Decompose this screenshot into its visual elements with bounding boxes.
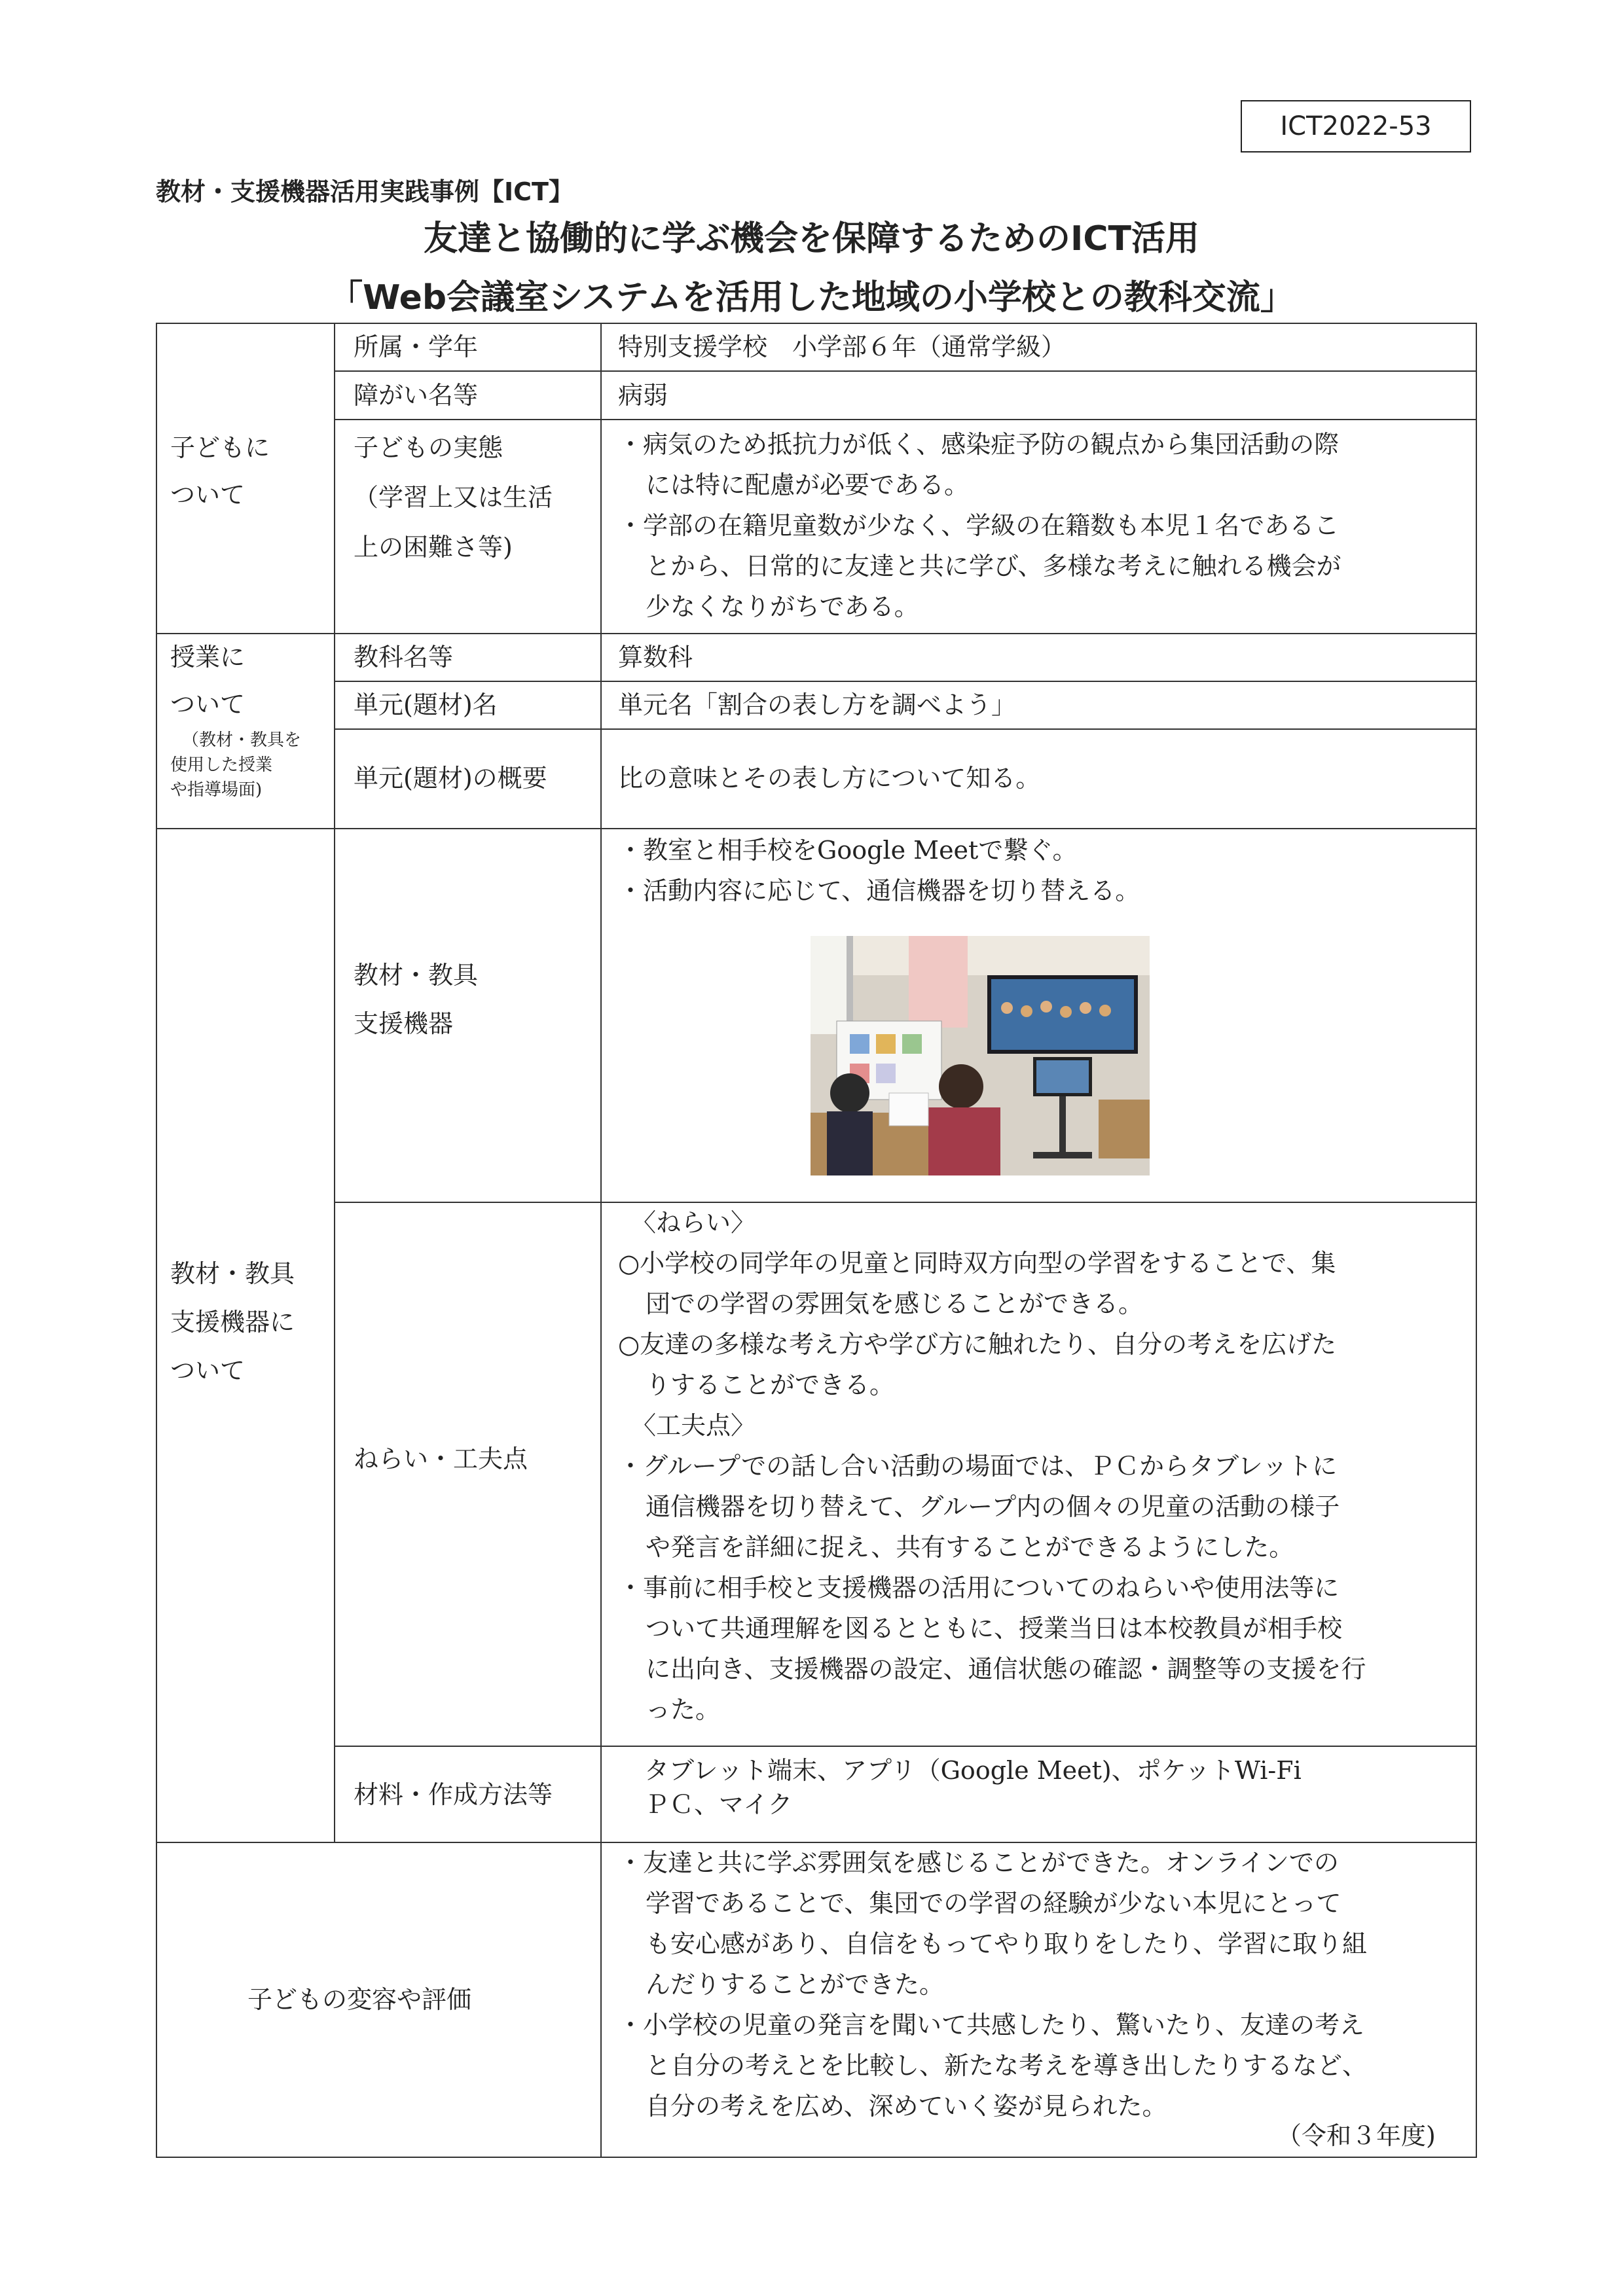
status-label-line-3: 上の困難さ等) (354, 533, 513, 562)
evaluation-description (618, 1842, 1367, 2126)
tools-description (618, 830, 1140, 911)
lesson-section-note-1: （教材・教具を (182, 730, 302, 750)
lesson-section-note-3: や指導場面) (170, 780, 263, 800)
overview-value: 比の意味とその表し方について知る。 (618, 764, 1041, 793)
row-divider (334, 681, 1477, 682)
making-line: タブレット端末、アプリ（Google Meet)、ポケットWi-Fi (644, 1756, 1302, 1785)
aims-line: に出向き、支援機器の設定、通信状態の確認・調整等の支援を行 (646, 1655, 1366, 1683)
status-line: ・学部の在籍児童数が少なく、学級の在籍数も本児１名であるこ (618, 511, 1340, 540)
aims-line: ○友達の多様な考え方や学び方に触れたり、自分の考えを広げた (618, 1330, 1337, 1359)
status-label-line-1: 子どもの実態 (354, 433, 503, 462)
lesson-section-note-2: 使用した授業 (170, 755, 273, 775)
column-divider (334, 323, 335, 1842)
materials-section-label-3: ついて (170, 1356, 246, 1385)
table-border-bottom (156, 2157, 1477, 2158)
evaluation-line: ・友達と共に学ぶ雰囲気を感じることができた。オンラインでの (618, 1848, 1339, 1877)
title-line-1: 友達と協働的に学ぶ機会を保障するためのICT活用 (424, 219, 1199, 259)
materials-section-label-1: 教材・教具 (170, 1259, 295, 1288)
row-divider (334, 1746, 1477, 1747)
lesson-section-label-1: 授業に (170, 643, 246, 672)
tools-label-line-2: 支援機器 (354, 1009, 454, 1038)
making-line: ＰＣ、マイク (644, 1790, 793, 1819)
status-label-line-2: （学習上又は生活 (354, 483, 553, 512)
status-line: とから、日常的に友達と共に学び、多様な考えに触れる機会が (646, 552, 1341, 581)
aims-line: 通信機器を切り替えて、グループ内の個々の児童の活動の様子 (646, 1492, 1340, 1521)
table-border-top (156, 323, 1477, 324)
tools-label-line-1: 教材・教具 (354, 961, 479, 990)
column-divider (600, 323, 602, 2158)
status-line: には特に配慮が必要である。 (646, 471, 970, 499)
category-label: 教材・支援機器活用実践事例【ICT】 (156, 177, 574, 206)
evaluation-line: んだりすることができた。 (646, 1970, 945, 1999)
aims-heading: 〈ねらい〉 (631, 1208, 756, 1237)
evaluation-line: 自分の考えを広め、深めていく姿が見られた。 (646, 2092, 1167, 2121)
subject-value: 算数科 (618, 643, 693, 672)
aims-line: ついて共通理解を図るとともに、授業当日は本校教員が相手校 (646, 1614, 1343, 1643)
section-divider (156, 633, 1477, 634)
aims-line: ○小学校の同学年の児童と同時双方向型の学習をすることで、集 (618, 1249, 1336, 1278)
evaluation-line: と自分の考えとを比較し、新たな考えを導き出したりするなど、 (646, 2051, 1368, 2080)
status-line: ・病気のため抵抗力が低く、感染症予防の観点から集団活動の際 (618, 430, 1340, 459)
row-divider (334, 728, 1477, 730)
table-border-left (156, 323, 157, 2158)
aims-description (618, 1202, 1366, 1730)
disability-value: 病弱 (618, 381, 668, 410)
unit-label: 単元(題材)名 (354, 691, 498, 719)
disability-label: 障がい名等 (354, 381, 479, 410)
practice-table (156, 323, 1477, 2158)
making-description (644, 1753, 1302, 1821)
evaluation-line: 学習であることで、集団での学習の経験が少ない本児にとって (646, 1889, 1341, 1918)
document-id-box: ICT2022-53 (1241, 100, 1471, 152)
materials-section-label-2: 支援機器に (170, 1308, 295, 1336)
tools-line: ・活動内容に応じて、通信機器を切り替える。 (618, 876, 1140, 905)
evaluation-label: 子どもの変容や評価 (247, 1985, 472, 2014)
aims-line: や発言を詳細に捉え、共有することができるようにした。 (646, 1533, 1294, 1562)
evaluation-line: も安心感があり、自信をもってやり取りをしたり、学習に取り組 (646, 1929, 1368, 1958)
evaluation-line: ・小学校の児童の発言を聞いて共感したり、驚いたり、友達の考え (618, 2011, 1365, 2039)
row-divider (334, 370, 1477, 372)
table-border-right (1476, 323, 1477, 2158)
affiliation-label: 所属・学年 (354, 332, 479, 361)
aims-heading: 〈工夫点〉 (631, 1411, 756, 1440)
aims-label: ねらい・工夫点 (354, 1444, 528, 1473)
aims-line: 団での学習の雰囲気を感じることができる。 (646, 1289, 1144, 1318)
tools-line: ・教室と相手校をGoogle Meetで繋ぐ。 (618, 836, 1078, 865)
affiliation-value: 特別支援学校 小学部６年（通常学級） (618, 332, 1067, 361)
status-line: 少なくなりがちである。 (646, 592, 919, 621)
section-divider (156, 828, 1477, 829)
title-line-2: 「Web会議室システムを活用した地域の小学校との教科交流」 (329, 278, 1294, 317)
making-label: 材料・作成方法等 (354, 1780, 553, 1809)
unit-value: 単元名「割合の表し方を調べよう」 (618, 691, 1017, 719)
aims-line: りすることができる。 (646, 1371, 895, 1399)
status-description (618, 424, 1341, 627)
classroom-photo (811, 936, 1150, 1175)
child-section-label-1: 子どもに (170, 433, 270, 462)
overview-label: 単元(題材)の概要 (354, 764, 547, 793)
aims-line: った。 (646, 1695, 721, 1724)
subject-label: 教科名等 (354, 643, 454, 672)
child-section-label-2: ついて (170, 480, 246, 509)
row-divider (334, 419, 1477, 420)
lesson-section-label-2: ついて (170, 690, 246, 719)
aims-line: ・事前に相手校と支援機器の活用についてのねらいや使用法等に (618, 1573, 1340, 1602)
fiscal-year-note: （令和３年度) (1277, 2121, 1436, 2150)
aims-line: ・グループでの話し合い活動の場面では、ＰＣからタブレットに (618, 1452, 1338, 1480)
